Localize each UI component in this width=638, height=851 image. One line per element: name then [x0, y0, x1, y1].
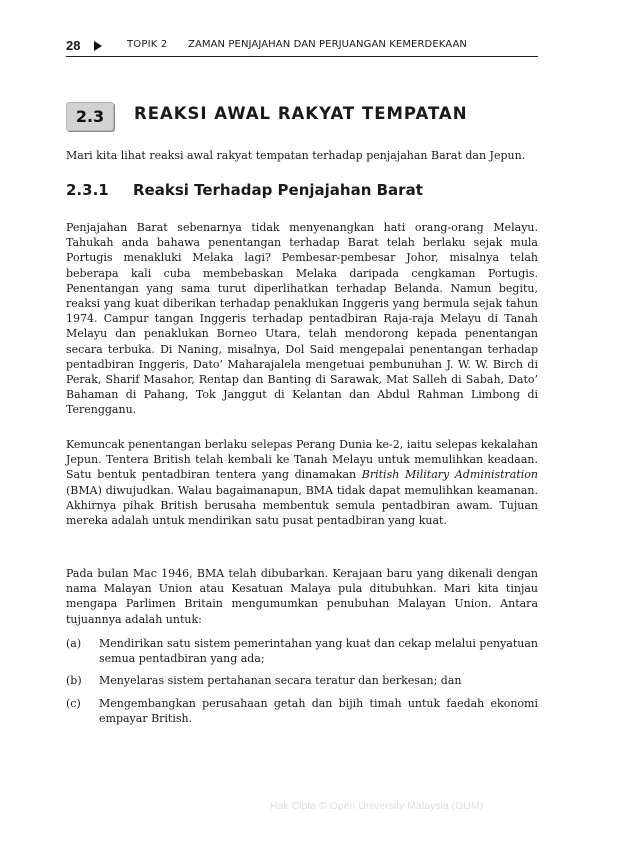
paragraph-2 — [66, 437, 538, 528]
paragraph-2-text-a: Kemuncak penentangan berlaku selepas Perang Dunia ke-2, iaitu selepas kekalahan Jepun. Tentera British telah kembali ke Tanah Melayu untuk memulihkan keadaan. Satu bentuk pentadbiran tentera yang dinamakan — [66, 438, 538, 482]
list-item — [66, 673, 538, 688]
subsection-title: Reaksi Terhadap Penjajahan Barat — [133, 181, 423, 199]
list-item-text: Mengembangkan perusahaan getah dan bijih timah untuk faedah ekonomi empayar British. — [99, 696, 538, 725]
list-item-label: (c) — [66, 696, 81, 710]
section-intro: Mari kita lihat reaksi awal rakyat tempatan terhadap penjajahan Barat dan Jepun. — [66, 149, 526, 162]
paragraph-2-italic-term: British Military Administration — [361, 468, 538, 482]
play-arrow-icon — [94, 41, 102, 51]
list-item-text: Mendirikan satu sistem pemerintahan yang kuat dan cekap melalui penyatuan semua pentadbiran yang ada; — [99, 637, 538, 666]
section-number-box — [66, 102, 114, 131]
header-title: ZAMAN PENJAJAHAN DAN PERJUANGAN KEMERDEKAAN — [188, 39, 467, 50]
page-number: 28 — [66, 38, 81, 53]
running-header — [66, 38, 538, 57]
objectives-list — [66, 636, 538, 733]
list-item-text: Menyelaras sistem pertahanan secara teratur dan berkesan; dan — [99, 674, 462, 688]
paragraph-1: Penjajahan Barat sebenarnya tidak menyenangkan hati orang-orang Melayu. Tahukah anda bahawa penentangan terhadap Barat telah berlaku sejak mula Portugis menakluki Melaka lagi? Pembesar-pembesar Johor, misalnya telah beberapa kali cuba membebaskan Melaka daripada cengkaman Portugis. Penentangan yang sama turut diperlihatkan terhadap Belanda. Namun begitu, reaksi yang kuat diberikan terhadap penaklukan Inggeris yang bermula sejak tahun 1974. Campur tangan Inggeris terhadap pentadbiran Raja-raja Melayu di Tanah Melayu dan penaklukan Borneo Utara, telah mendorong kepada penentangan secara terbuka. Di Naning, misalnya, Dol Said mengepalai penentangan terhadap pentadbiran Inggeris, Dato’ Maharajalela mengetuai pembunuhan J. W. W. Birch di Perak, Sharif Masahor, Rentap dan Banting di Sarawak, Mat Salleh di Sabah, Dato’ Bahaman di Pahang, Tok Janggut di Kelantan dan Abdul Rahman Limbong di Terengganu. — [66, 221, 538, 417]
copyright-footer: Hak Cipta © Open University Malaysia (OUM) — [270, 800, 484, 812]
section-number: 2.3 — [75, 107, 105, 126]
paragraph-3: Pada bulan Mac 1946, BMA telah dibubarkan. Kerajaan baru yang dikenali dengan nama Malayan Union atau Kesatuan Malaya pula ditubuhkan. Mari kita tinjau mengapa Parlimen Britain mengumumkan penubuhan Malayan Union. Antara tujuannya adalah untuk: — [66, 567, 538, 626]
list-item — [66, 636, 538, 666]
list-item — [66, 696, 538, 726]
list-item-label: (a) — [66, 637, 82, 650]
paragraph-2-text-b: (BMA) diwujudkan. Walau bagaimanapun, BMA tidak dapat memulihkan keamanan. Akhirnya pihak British berusaha membentuk semula pentadbiran awam. Tujuan mereka adalah untuk mendirikan satu pusat pentadbiran yang kuat. — [66, 483, 538, 528]
subsection-number: 2.3.1 — [66, 181, 109, 199]
list-item-label: (b) — [66, 674, 82, 688]
topic-label: TOPIK 2 — [127, 39, 168, 50]
section-title: REAKSI AWAL RAKYAT TEMPATAN — [134, 104, 468, 123]
